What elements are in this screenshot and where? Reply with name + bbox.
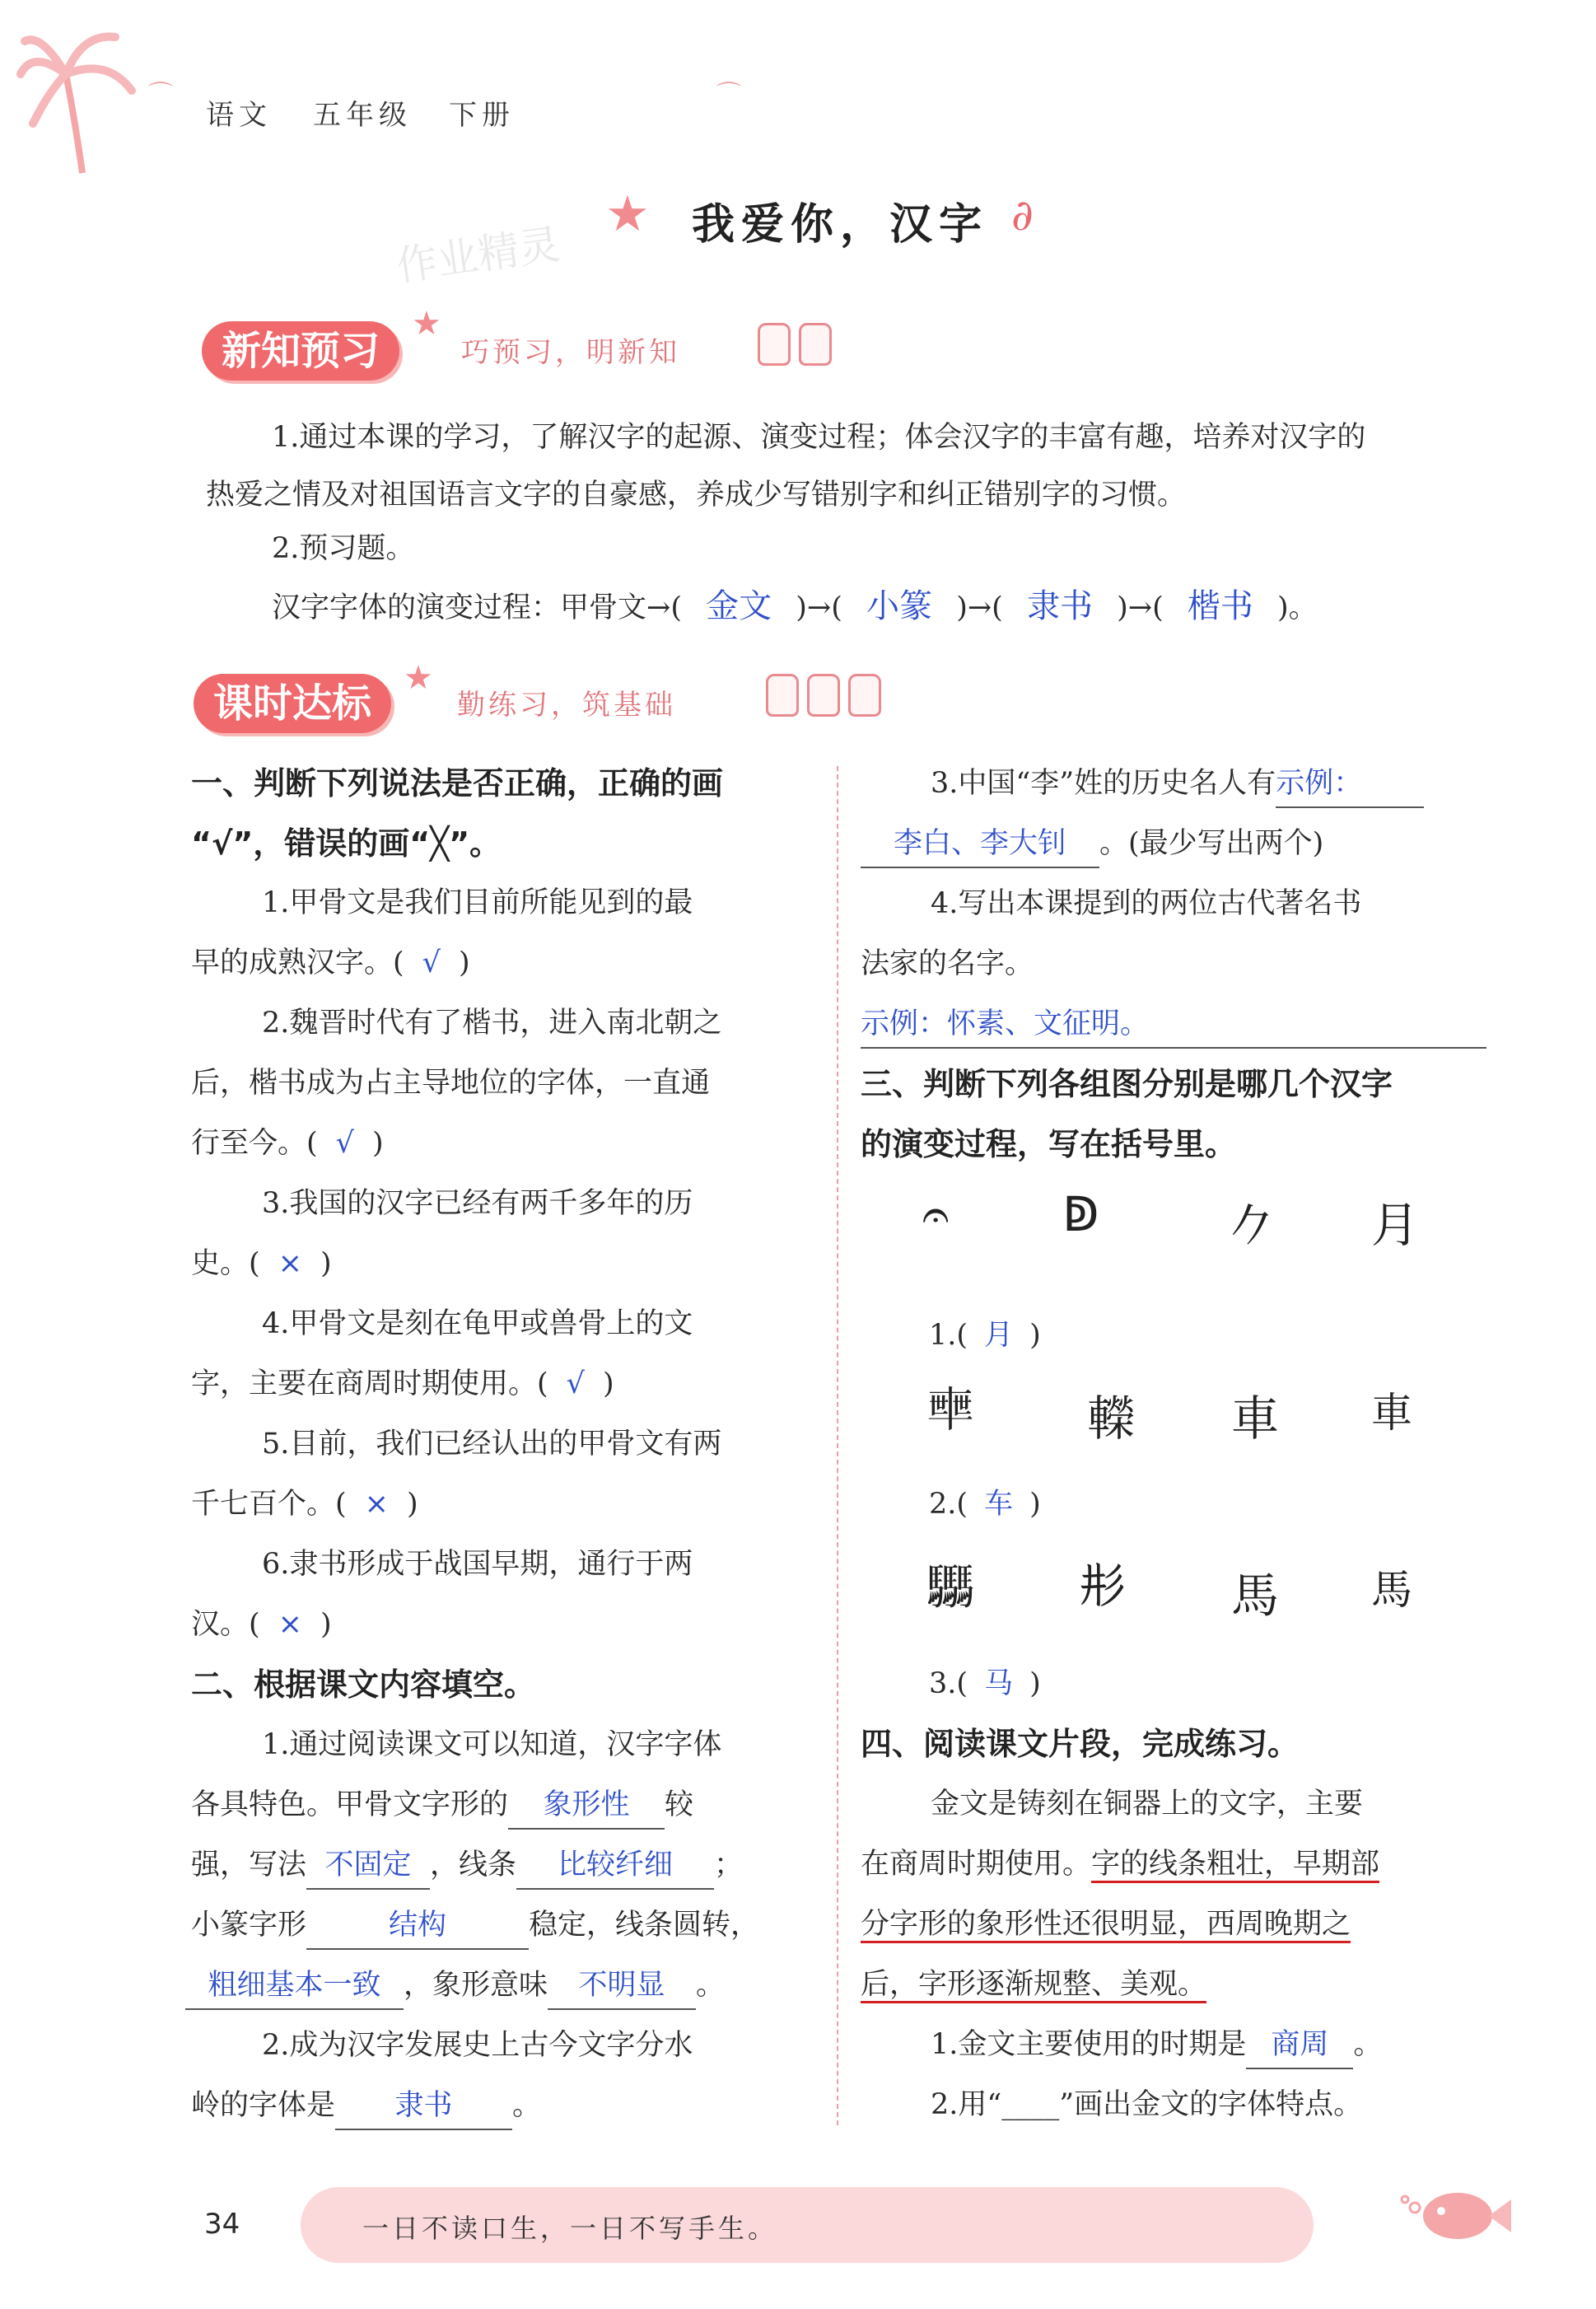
p3-answer-yue: 月 bbox=[984, 1319, 1014, 1352]
bird-icon: ⌒ bbox=[148, 81, 173, 110]
p2-line6: 2.成为汉字发展史上古今文字分水 bbox=[262, 2029, 693, 2062]
p2-answer-bijiaoxianxi: 比较纤细 bbox=[516, 1842, 714, 1890]
p2-line3: 强，写法 不固定 ，线条 比较纤细 ； bbox=[191, 1835, 743, 1895]
ancient-glyph-che-4: 車 bbox=[1371, 1389, 1412, 1437]
answer-lishu: 隶书 bbox=[1026, 587, 1093, 625]
p1-q6-line1: 6.隶书形成于战国早期，通行于两 bbox=[262, 1548, 693, 1581]
p4-underlined-text: 后，字形逐渐规整、美观。 bbox=[861, 1968, 1206, 2003]
ancient-glyph-ma-2: 𢒈 bbox=[1079, 1557, 1127, 1613]
p4-para-line1: 金文是铸刻在铜器上的文字，主要 bbox=[931, 1788, 1364, 1821]
p1-q2-line1: 2.魏晋时代有了楷书，进入南北朝之 bbox=[262, 1007, 722, 1040]
p2-answer-calligraphers: 示例：怀素、文征明。 bbox=[861, 1001, 1486, 1049]
answer-jinwen: 金文 bbox=[706, 587, 772, 625]
p4-q2: 2.用“____”画出金文的字体特点。 bbox=[931, 2088, 1363, 2121]
p3-q3: 3.( 马 ) bbox=[929, 1667, 1041, 1700]
page-number: 34 bbox=[204, 2208, 240, 2241]
part1-heading-line2: “√”，错误的画“╳”。 bbox=[191, 825, 502, 862]
star-icon: ★ bbox=[404, 659, 433, 697]
ancient-glyph-che-3: 車 bbox=[1231, 1391, 1280, 1447]
p4-para-line2: 在商周时期使用。字的线条粗壮，早期部 bbox=[861, 1835, 1379, 1894]
preview-slogan: 巧预习，明新知 bbox=[461, 336, 680, 369]
p2-line4: 小篆字形 结构 稳定，线条圆转， bbox=[191, 1895, 759, 1955]
p3-q2: 2.( 车 ) bbox=[929, 1488, 1041, 1521]
ancient-glyph-ma-3: 馬 bbox=[1231, 1568, 1280, 1624]
p1-q1-answer: √ bbox=[422, 947, 441, 979]
p4-underlined-text: 分字形的象形性还很明显，西周晚期之 bbox=[861, 1908, 1351, 1943]
thumbs-up-icon bbox=[766, 674, 799, 717]
header-grade: 五年级 bbox=[313, 99, 412, 132]
column-divider bbox=[837, 766, 838, 2125]
p3-answer-che: 车 bbox=[984, 1488, 1014, 1521]
thumbs-up-icon bbox=[799, 323, 832, 366]
p1-q4-answer: √ bbox=[566, 1367, 585, 1400]
answer-xiaozhuan: 小篆 bbox=[866, 587, 933, 625]
p1-q5-line1: 5.目前，我们已经认出的甲骨文有两 bbox=[262, 1428, 722, 1461]
p2-answer-bumingxian: 不明显 bbox=[548, 1962, 696, 2010]
watermark: 作业精灵 bbox=[393, 220, 563, 291]
p2-answer-xiangxingxing: 象形性 bbox=[508, 1782, 665, 1830]
p2-line1: 1.通过阅读课文可以知道，汉字字体 bbox=[262, 1728, 722, 1761]
p2-line9: 李白、李大钊 。(最少写出两个) bbox=[861, 814, 1323, 873]
answer-kaishu: 楷书 bbox=[1187, 587, 1253, 625]
footer-motto: 一日不读口生，一日不写手生。 bbox=[362, 2213, 778, 2244]
p2-answer-li-names: 李白、李大钊 bbox=[861, 820, 1099, 868]
p4-para-line3 bbox=[861, 1895, 1351, 1954]
p2-answer-bugudong: 不固定 bbox=[306, 1842, 430, 1890]
p1-q4-line2: 字，主要在商周时期使用。( √ ) bbox=[191, 1367, 614, 1400]
p4-answer-shangzhou: 商周 bbox=[1246, 2022, 1353, 2069]
ancient-glyph-ma-1: 𩧢 bbox=[926, 1559, 975, 1615]
practice-banner: 课时达标 bbox=[194, 674, 391, 733]
p1-q1-line2: 早的成熟汉字。( √ ) bbox=[191, 947, 470, 979]
p2-line2: 各具特色。甲骨文字形的 象形性 较 bbox=[191, 1775, 693, 1835]
p1-q3-line1: 3.我国的汉字已经有两千多年的历 bbox=[262, 1187, 693, 1220]
p2-answer-jiegou: 结构 bbox=[306, 1902, 529, 1950]
lesson-title: 我爱你，汉字 bbox=[692, 200, 989, 250]
p4-para-line4 bbox=[861, 1955, 1206, 2014]
p2-line10: 4.写出本课提到的两位古代著名书 bbox=[931, 887, 1362, 920]
star-icon: ★ bbox=[605, 185, 650, 243]
p1-q6-line2: 汉。( × ) bbox=[191, 1608, 332, 1641]
p1-q5-answer: × bbox=[364, 1488, 389, 1521]
header-subject: 语文 bbox=[206, 99, 272, 132]
p2-line12 bbox=[861, 994, 1486, 1054]
ancient-glyph-yue-2: ↁ bbox=[1062, 1186, 1099, 1242]
star-icon: ★ bbox=[412, 305, 441, 343]
header-volume: 下册 bbox=[449, 99, 515, 132]
p2-answer-lishu: 隶书 bbox=[335, 2082, 512, 2130]
p1-q3-answer: × bbox=[278, 1247, 302, 1280]
part3-heading-line2: 的演变过程，写在括号里。 bbox=[861, 1126, 1237, 1162]
thumbs-up-icon bbox=[807, 674, 840, 717]
part1-heading-line1: 一、判断下列说法是否正确，正确的画 bbox=[191, 765, 724, 802]
preview-q2: 2.预习题。 bbox=[272, 532, 415, 565]
bird-icon: ⌒ bbox=[716, 81, 741, 110]
p2-line7: 岭的字体是 隶书 。 bbox=[191, 2076, 541, 2135]
part4-heading: 四、阅读课文片段，完成练习。 bbox=[861, 1726, 1300, 1762]
p1-q6-answer: × bbox=[278, 1608, 302, 1641]
p1-q4-line1: 4.甲骨文是刻在龟甲或兽骨上的文 bbox=[262, 1307, 693, 1340]
p3-answer-ma: 马 bbox=[984, 1667, 1014, 1700]
ancient-glyph-yue-3: 𠂊 bbox=[1227, 1197, 1276, 1253]
p1-q2-answer: √ bbox=[335, 1127, 354, 1160]
ancient-glyph-yue-1: 𝄐 bbox=[922, 1186, 950, 1242]
p4-q1: 1.金文主要使用的时期是 商周 。 bbox=[931, 2015, 1382, 2074]
preview-banner: 新知预习 bbox=[202, 321, 399, 381]
p1-q3-line2: 史。( × ) bbox=[191, 1247, 332, 1280]
p1-q2-line3: 行至今。( √ ) bbox=[191, 1127, 384, 1160]
evolution-line: 汉字字体的演变过程：甲骨文→( 金文 )→( 小篆 )→( 隶书 )→( 楷书 )。 bbox=[272, 587, 1318, 625]
p1-q2-line2: 后，楷书成为占主导地位的字体，一直通 bbox=[191, 1067, 711, 1100]
p2-answer-example-label: 示例： bbox=[1276, 760, 1424, 808]
practice-slogan: 勤练习，筑基础 bbox=[457, 689, 676, 722]
thumbs-up-icon bbox=[848, 674, 881, 717]
thumbs-up-icon bbox=[758, 323, 791, 366]
shell-icon: ∂ bbox=[1011, 191, 1034, 241]
preview-goal-line2: 热爱之情及对祖国语言文字的自豪感，养成少写错别字和纠正错别字的习惯。 bbox=[206, 479, 1187, 512]
preview-goal-line1: 1.通过本课的学习，了解汉字的起源、演变过程；体会汉字的丰富有趣，培养对汉字的 bbox=[272, 421, 1366, 454]
thumbs-up-icons bbox=[766, 674, 889, 720]
p2-answer-cuxi: 粗细基本一致 bbox=[185, 1962, 404, 2010]
ancient-glyph-yue-4: 月 bbox=[1371, 1197, 1420, 1253]
p4-underlined-text: 字的线条粗壮，早期部 bbox=[1091, 1848, 1379, 1883]
p2-line8: 3.中国“李”姓的历史名人有示例： bbox=[931, 754, 1424, 813]
thumbs-up-icons bbox=[758, 323, 840, 369]
p3-q1: 1.( 月 ) bbox=[929, 1319, 1041, 1352]
p2-line11: 法家的名字。 bbox=[861, 947, 1034, 980]
ancient-glyph-che-1: 𠦴 bbox=[926, 1382, 975, 1438]
ancient-glyph-che-2: 𨏍 bbox=[1087, 1391, 1136, 1447]
fish-icon bbox=[1400, 2175, 1515, 2257]
part3-heading-line1: 三、判断下列各组图分别是哪几个汉字 bbox=[861, 1066, 1393, 1102]
p2-line5: 粗细基本一致 ，象形意味 不明显 。 bbox=[185, 1956, 725, 2015]
palm-tree-decoration bbox=[16, 16, 148, 181]
ancient-glyph-ma-4: 馬 bbox=[1371, 1566, 1412, 1614]
p1-q1-line1: 1.甲骨文是我们目前所能见到的最 bbox=[262, 886, 693, 919]
p1-q5-line2: 千七百个。( × ) bbox=[191, 1488, 418, 1521]
part2-heading: 二、根据课文内容填空。 bbox=[191, 1666, 536, 1703]
